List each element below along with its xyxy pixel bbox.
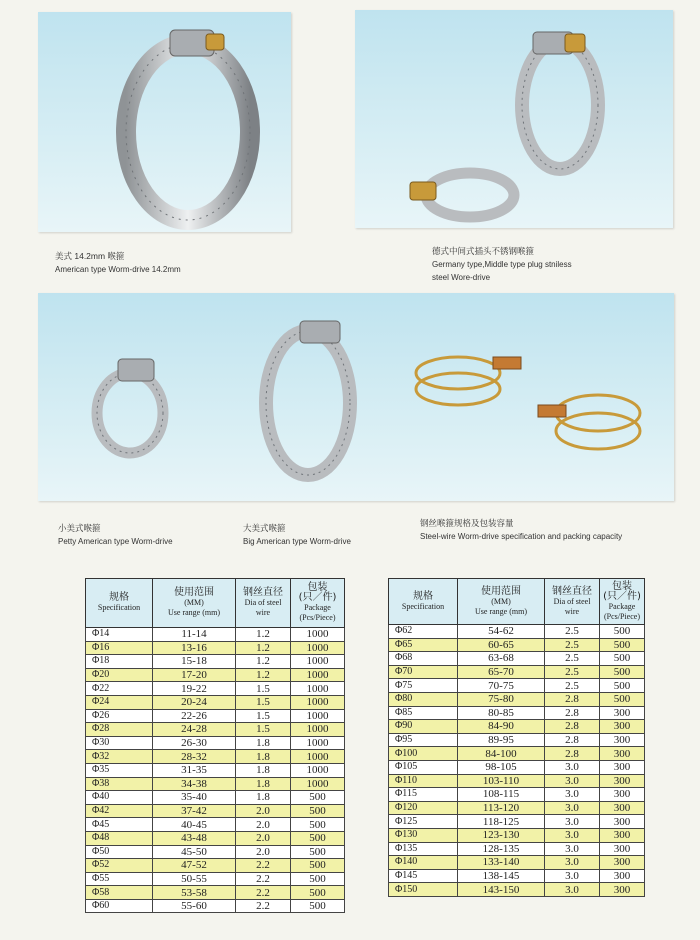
cell-range: 54-62 — [458, 625, 545, 639]
cell-range: 84-90 — [458, 720, 545, 734]
cell-pack: 300 — [600, 747, 645, 761]
cell-range: 55-60 — [153, 899, 236, 913]
table-row — [389, 733, 645, 747]
cell-spec: Φ125 — [389, 815, 458, 829]
cell-range: 113-120 — [458, 801, 545, 815]
table-row — [389, 815, 645, 829]
cell-wire: 2.5 — [545, 665, 600, 679]
table-row — [86, 695, 345, 709]
cell-wire: 2.2 — [236, 899, 291, 913]
cell-pack: 500 — [291, 872, 345, 886]
cell-pack: 500 — [291, 845, 345, 859]
table-row — [86, 736, 345, 750]
cell-spec: Φ90 — [389, 720, 458, 734]
table-row — [86, 845, 345, 859]
cell-range: 53-58 — [153, 886, 236, 900]
cell-spec: Φ42 — [86, 804, 153, 818]
cell-pack: 1000 — [291, 641, 345, 655]
cell-wire: 1.2 — [236, 641, 291, 655]
cell-spec: Φ20 — [86, 668, 153, 682]
header-range: 使用范围 (MM) Use range (mm) — [458, 579, 545, 625]
cell-pack: 500 — [291, 899, 345, 913]
cell-pack: 1000 — [291, 736, 345, 750]
cell-pack: 500 — [600, 625, 645, 639]
cell-wire: 2.5 — [545, 652, 600, 666]
table-row — [389, 638, 645, 652]
cell-wire: 2.5 — [545, 625, 600, 639]
cell-wire: 3.0 — [545, 883, 600, 897]
table-header-row — [86, 579, 345, 628]
cell-spec: Φ52 — [86, 859, 153, 873]
caption-en-1: Germany type,Middle type plug stniless — [432, 260, 572, 269]
cell-range: 11-14 — [153, 628, 236, 642]
cell-wire: 1.2 — [236, 668, 291, 682]
cell-spec: Φ115 — [389, 788, 458, 802]
cell-pack: 500 — [600, 652, 645, 666]
cell-range: 70-75 — [458, 679, 545, 693]
cell-range: 133-140 — [458, 856, 545, 870]
caption-american-14mm — [55, 250, 181, 276]
caption-big-american — [243, 522, 351, 548]
cell-range: 13-16 — [153, 641, 236, 655]
cell-spec: Φ60 — [86, 899, 153, 913]
table-row — [86, 818, 345, 832]
cell-wire: 2.0 — [236, 804, 291, 818]
cell-spec: Φ38 — [86, 777, 153, 791]
table-row — [389, 788, 645, 802]
table-row — [86, 750, 345, 764]
cell-spec: Φ135 — [389, 842, 458, 856]
table-row — [389, 801, 645, 815]
cell-wire: 3.0 — [545, 828, 600, 842]
cell-wire: 2.8 — [545, 747, 600, 761]
cell-wire: 3.0 — [545, 869, 600, 883]
header-range: 使用范围 (MM) Use range (mm) — [153, 579, 236, 628]
cell-spec: Φ85 — [389, 706, 458, 720]
table-row — [389, 665, 645, 679]
cell-pack: 1000 — [291, 628, 345, 642]
cell-range: 128-135 — [458, 842, 545, 856]
cell-wire: 3.0 — [545, 842, 600, 856]
germany-clamp-image — [355, 10, 673, 228]
table-row — [389, 856, 645, 870]
caption-en-2: steel Wore-drive — [432, 273, 491, 282]
cell-range: 103-110 — [458, 774, 545, 788]
table-row — [389, 883, 645, 897]
cell-wire: 1.5 — [236, 709, 291, 723]
cell-range: 60-65 — [458, 638, 545, 652]
table-row — [86, 777, 345, 791]
cell-spec: Φ62 — [389, 625, 458, 639]
caption-cn: 美式 14.2mm 喉箍 — [55, 251, 125, 261]
cell-spec: Φ110 — [389, 774, 458, 788]
table-row — [86, 723, 345, 737]
cell-pack: 1000 — [291, 750, 345, 764]
cell-wire: 3.0 — [545, 801, 600, 815]
spec-table-left — [85, 578, 345, 913]
cell-wire: 3.0 — [545, 788, 600, 802]
cell-wire: 1.8 — [236, 750, 291, 764]
cell-spec: Φ75 — [389, 679, 458, 693]
cell-pack: 500 — [600, 692, 645, 706]
cell-pack: 500 — [291, 859, 345, 873]
cell-pack: 500 — [291, 791, 345, 805]
caption-en: Petty American type Worm-drive — [58, 537, 173, 546]
cell-range: 47-52 — [153, 859, 236, 873]
cell-pack: 500 — [291, 886, 345, 900]
cell-range: 19-22 — [153, 682, 236, 696]
cell-pack: 300 — [600, 828, 645, 842]
cell-pack: 500 — [291, 818, 345, 832]
cell-wire: 3.0 — [545, 856, 600, 870]
table-row — [86, 886, 345, 900]
cell-wire: 2.0 — [236, 818, 291, 832]
cell-wire: 1.5 — [236, 695, 291, 709]
cell-spec: Φ50 — [86, 845, 153, 859]
cell-pack: 300 — [600, 883, 645, 897]
caption-steel-wire — [420, 517, 622, 543]
cell-range: 65-70 — [458, 665, 545, 679]
table-row — [86, 804, 345, 818]
cell-range: 84-100 — [458, 747, 545, 761]
cell-range: 123-130 — [458, 828, 545, 842]
cell-spec: Φ30 — [86, 736, 153, 750]
cell-wire: 2.2 — [236, 886, 291, 900]
table-row — [389, 747, 645, 761]
caption-en: American type Worm-drive 14.2mm — [55, 265, 181, 274]
cell-pack: 300 — [600, 733, 645, 747]
cell-spec: Φ150 — [389, 883, 458, 897]
cell-wire: 3.0 — [545, 760, 600, 774]
cell-spec: Φ80 — [389, 692, 458, 706]
clamps-strip-image — [38, 293, 674, 501]
cell-wire: 3.0 — [545, 774, 600, 788]
table-row — [86, 859, 345, 873]
cell-pack: 300 — [600, 869, 645, 883]
table-row — [389, 652, 645, 666]
cell-wire: 2.8 — [545, 720, 600, 734]
cell-spec: Φ48 — [86, 831, 153, 845]
cell-range: 35-40 — [153, 791, 236, 805]
cell-spec: Φ18 — [86, 655, 153, 669]
cell-wire: 1.8 — [236, 736, 291, 750]
cell-range: 17-20 — [153, 668, 236, 682]
cell-spec: Φ14 — [86, 628, 153, 642]
cell-range: 50-55 — [153, 872, 236, 886]
cell-pack: 300 — [600, 842, 645, 856]
table-row — [86, 655, 345, 669]
cell-pack: 1000 — [291, 655, 345, 669]
cell-pack: 1000 — [291, 682, 345, 696]
worm-drive-clamp-image — [38, 12, 291, 232]
cell-spec: Φ58 — [86, 886, 153, 900]
header-wire: 钢丝直径 Dia of steel wire — [545, 579, 600, 625]
cell-range: 63-68 — [458, 652, 545, 666]
caption-germany-type — [432, 245, 572, 284]
table-row — [86, 628, 345, 642]
cell-wire: 2.8 — [545, 692, 600, 706]
table-row — [389, 828, 645, 842]
cell-spec: Φ70 — [389, 665, 458, 679]
cell-pack: 1000 — [291, 709, 345, 723]
cell-wire: 2.0 — [236, 845, 291, 859]
cell-pack: 500 — [291, 831, 345, 845]
cell-range: 89-95 — [458, 733, 545, 747]
table-row — [86, 831, 345, 845]
table-row — [389, 625, 645, 639]
cell-spec: Φ40 — [86, 791, 153, 805]
cell-spec: Φ35 — [86, 763, 153, 777]
cell-wire: 2.2 — [236, 872, 291, 886]
cell-pack: 300 — [600, 788, 645, 802]
cell-range: 75-80 — [458, 692, 545, 706]
cell-pack: 300 — [600, 720, 645, 734]
cell-spec: Φ22 — [86, 682, 153, 696]
cell-wire: 1.8 — [236, 763, 291, 777]
table-row — [86, 899, 345, 913]
cell-pack: 300 — [600, 815, 645, 829]
cell-wire: 2.8 — [545, 706, 600, 720]
cell-range: 24-28 — [153, 723, 236, 737]
caption-en: Big American type Worm-drive — [243, 537, 351, 546]
cell-range: 40-45 — [153, 818, 236, 832]
caption-cn: 小美式喉箍 — [58, 523, 101, 533]
spec-table-right — [388, 578, 645, 897]
table-row — [389, 720, 645, 734]
cell-pack: 1000 — [291, 668, 345, 682]
cell-spec: Φ95 — [389, 733, 458, 747]
cell-pack: 300 — [600, 706, 645, 720]
cell-pack: 500 — [600, 679, 645, 693]
photo-germany-type — [355, 10, 673, 228]
cell-wire: 3.0 — [545, 815, 600, 829]
cell-wire: 1.5 — [236, 682, 291, 696]
cell-wire: 2.0 — [236, 831, 291, 845]
cell-range: 98-105 — [458, 760, 545, 774]
cell-spec: Φ145 — [389, 869, 458, 883]
cell-wire: 2.2 — [236, 859, 291, 873]
caption-petty-american — [58, 522, 173, 548]
table-row — [389, 692, 645, 706]
cell-range: 80-85 — [458, 706, 545, 720]
cell-range: 26-30 — [153, 736, 236, 750]
table-row — [86, 641, 345, 655]
caption-cn: 大美式喉箍 — [243, 523, 286, 533]
cell-pack: 300 — [600, 774, 645, 788]
cell-range: 108-115 — [458, 788, 545, 802]
caption-en: Steel-wire Worm-drive specification and packing capacity — [420, 532, 623, 541]
cell-pack: 1000 — [291, 763, 345, 777]
cell-wire: 1.8 — [236, 777, 291, 791]
cell-pack: 1000 — [291, 723, 345, 737]
cell-pack: 300 — [600, 760, 645, 774]
cell-range: 43-48 — [153, 831, 236, 845]
caption-cn: 钢丝喉箍规格及包装容量 — [420, 518, 514, 528]
header-wire: 钢丝直径 Dia of steel wire — [236, 579, 291, 628]
table-header-row — [389, 579, 645, 625]
cell-range: 15-18 — [153, 655, 236, 669]
table-row — [389, 706, 645, 720]
table-row — [389, 842, 645, 856]
cell-wire: 2.5 — [545, 638, 600, 652]
cell-range: 22-26 — [153, 709, 236, 723]
cell-spec: Φ130 — [389, 828, 458, 842]
cell-pack: 500 — [291, 804, 345, 818]
cell-spec: Φ24 — [86, 695, 153, 709]
cell-range: 143-150 — [458, 883, 545, 897]
table-row — [86, 709, 345, 723]
cell-spec: Φ120 — [389, 801, 458, 815]
cell-wire: 1.5 — [236, 723, 291, 737]
cell-spec: Φ55 — [86, 872, 153, 886]
table-row — [389, 774, 645, 788]
cell-spec: Φ32 — [86, 750, 153, 764]
cell-spec: Φ105 — [389, 760, 458, 774]
table-row — [389, 760, 645, 774]
header-spec: 规格 Specification — [86, 579, 153, 628]
cell-spec: Φ100 — [389, 747, 458, 761]
cell-pack: 500 — [600, 638, 645, 652]
table-row — [389, 679, 645, 693]
cell-wire: 2.8 — [545, 733, 600, 747]
table-row — [86, 668, 345, 682]
caption-cn: 德式中间式插头不锈钢喉箍 — [432, 246, 535, 256]
cell-pack: 1000 — [291, 777, 345, 791]
photo-strip-clamps — [38, 293, 674, 501]
cell-pack: 1000 — [291, 695, 345, 709]
cell-spec: Φ16 — [86, 641, 153, 655]
cell-range: 138-145 — [458, 869, 545, 883]
cell-pack: 500 — [600, 665, 645, 679]
cell-wire: 2.5 — [545, 679, 600, 693]
cell-range: 31-35 — [153, 763, 236, 777]
cell-spec: Φ28 — [86, 723, 153, 737]
cell-range: 45-50 — [153, 845, 236, 859]
photo-american-14mm — [38, 12, 291, 232]
table-row — [86, 763, 345, 777]
cell-pack: 300 — [600, 856, 645, 870]
cell-spec: Φ45 — [86, 818, 153, 832]
cell-pack: 300 — [600, 801, 645, 815]
header-spec: 规格 Specification — [389, 579, 458, 625]
cell-range: 118-125 — [458, 815, 545, 829]
table-row — [389, 869, 645, 883]
table-row — [86, 791, 345, 805]
cell-wire: 1.2 — [236, 655, 291, 669]
cell-spec: Φ26 — [86, 709, 153, 723]
cell-spec: Φ68 — [389, 652, 458, 666]
table-row — [86, 682, 345, 696]
cell-spec: Φ65 — [389, 638, 458, 652]
cell-range: 20-24 — [153, 695, 236, 709]
cell-range: 37-42 — [153, 804, 236, 818]
table-row — [86, 872, 345, 886]
cell-wire: 1.2 — [236, 628, 291, 642]
header-package: 包装 (只／件) Package (Pcs/Piece) — [291, 579, 345, 628]
cell-range: 28-32 — [153, 750, 236, 764]
cell-wire: 1.8 — [236, 791, 291, 805]
cell-spec: Φ140 — [389, 856, 458, 870]
header-package: 包装 (只／件) Package (Pcs/Piece) — [600, 579, 645, 625]
cell-range: 34-38 — [153, 777, 236, 791]
